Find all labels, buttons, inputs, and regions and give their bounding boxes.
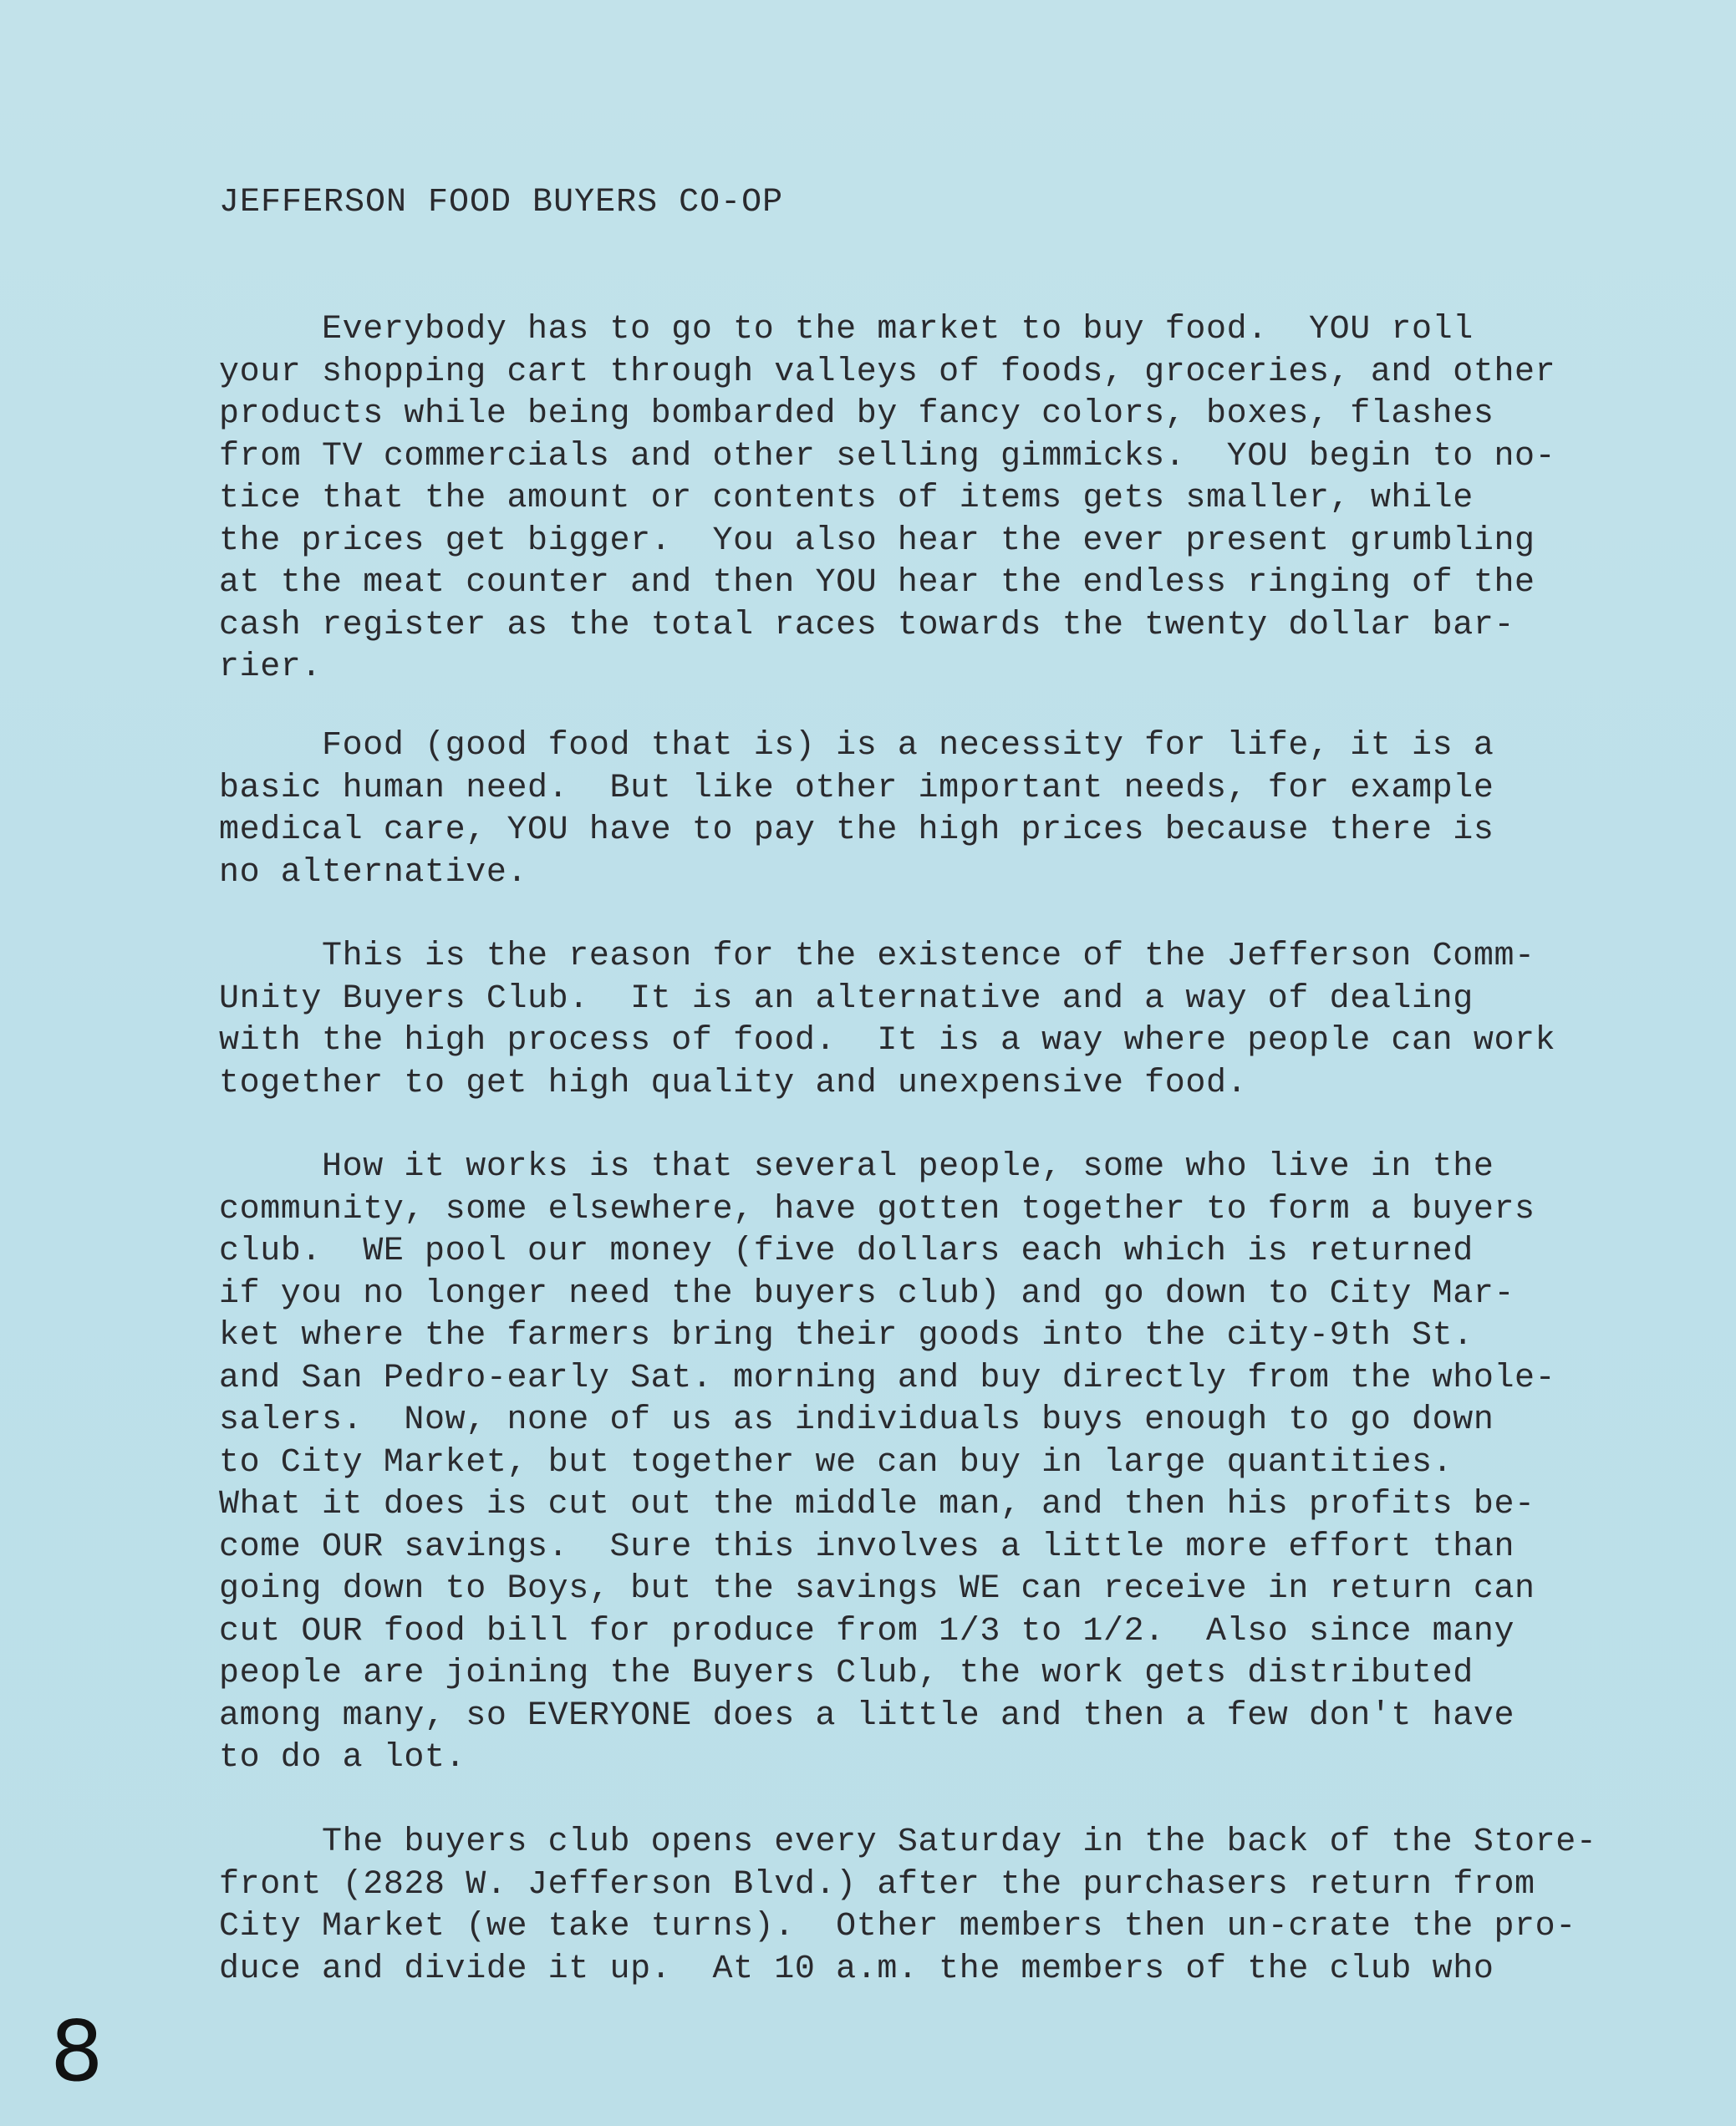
paragraph-4: [219, 1147, 1606, 1780]
text-line: front (2828 W. Jefferson Blvd.) after the purchasers return from: [219, 1865, 1535, 1904]
paragraph-5: [219, 1822, 1606, 1991]
text-line: going down to Boys, but the savings WE can receive in return can: [219, 1570, 1535, 1608]
text-line: duce and divide it up. At 10 a.m. the members of the club who: [219, 1950, 1494, 1988]
paragraph-3: [219, 936, 1606, 1105]
text-line: together to get high quality and unexpensive food.: [219, 1064, 1248, 1102]
document-title: JEFFERSON FOOD BUYERS CO-OP: [219, 184, 784, 221]
text-line: ket where the farmers bring their goods into the city-9th St.: [219, 1317, 1474, 1355]
text-line: the prices get bigger. You also hear the ever present grumbling: [219, 521, 1535, 560]
text-line: with the high process of food. It is a way where people can work: [219, 1022, 1556, 1060]
text-line: medical care, YOU have to pay the high prices because there is: [219, 811, 1494, 849]
text-line: no alternative.: [219, 853, 528, 892]
text-line: at the meat counter and then YOU hear the endless ringing of the: [219, 564, 1535, 602]
text-line: to do a lot.: [219, 1739, 466, 1777]
text-line: cash register as the total races towards the twenty dollar bar-: [219, 606, 1515, 644]
text-line: club. WE pool our money (five dollars each which is returned: [219, 1233, 1474, 1270]
text-line: basic human need. But like other important needs, for example: [219, 769, 1494, 807]
text-line: City Market (we take turns). Other members then un-crate the pro-: [219, 1908, 1576, 1945]
text-line: This is the reason for the existence of the Jefferson Comm-: [219, 938, 1535, 975]
text-line: How it works is that several people, some who live in the: [219, 1148, 1494, 1186]
text-line: from TV commercials and other selling gimmicks. YOU begin to no-: [219, 437, 1556, 476]
text-line: Unity Buyers Club. It is an alternative and a way of dealing: [219, 979, 1474, 1018]
text-line: What it does is cut out the middle man, and then his profits be-: [219, 1486, 1535, 1523]
text-line: Food (good food that is) is a necessity for life, it is a: [219, 727, 1494, 765]
text-line: rier.: [219, 648, 323, 686]
page-number: 8: [50, 2002, 104, 2100]
paragraph-2: [219, 725, 1606, 894]
text-line: to City Market, but together we can buy in large quantities.: [219, 1443, 1453, 1482]
text-line: among many, so EVERYONE does a little and then a few don't have: [219, 1696, 1515, 1735]
text-line: products while being bombarded by fancy colors, boxes, flashes: [219, 395, 1494, 433]
text-line: Everybody has to go to the market to buy food. YOU roll: [219, 311, 1474, 348]
text-line: cut OUR food bill for produce from 1/3 to 1/2. Also since many: [219, 1612, 1515, 1650]
text-line: The buyers club opens every Saturday in the back of the Store-: [219, 1823, 1597, 1861]
text-line: tice that the amount or contents of items gets smaller, while: [219, 480, 1474, 517]
text-line: salers. Now, none of us as individuals buys enough to go down: [219, 1401, 1494, 1439]
text-line: and San Pedro-early Sat. morning and buy directly from the whole-: [219, 1359, 1556, 1397]
text-line: come OUR savings. Sure this involves a little more effort than: [219, 1528, 1515, 1566]
text-line: if you no longer need the buyers club) and go down to City Mar-: [219, 1274, 1515, 1313]
text-line: community, some elsewhere, have gotten together to form a buyers: [219, 1190, 1535, 1228]
text-line: people are joining the Buyers Club, the work gets distributed: [219, 1655, 1474, 1692]
text-line: your shopping cart through valleys of foods, groceries, and other: [219, 353, 1556, 391]
paragraph-1: [219, 309, 1606, 689]
